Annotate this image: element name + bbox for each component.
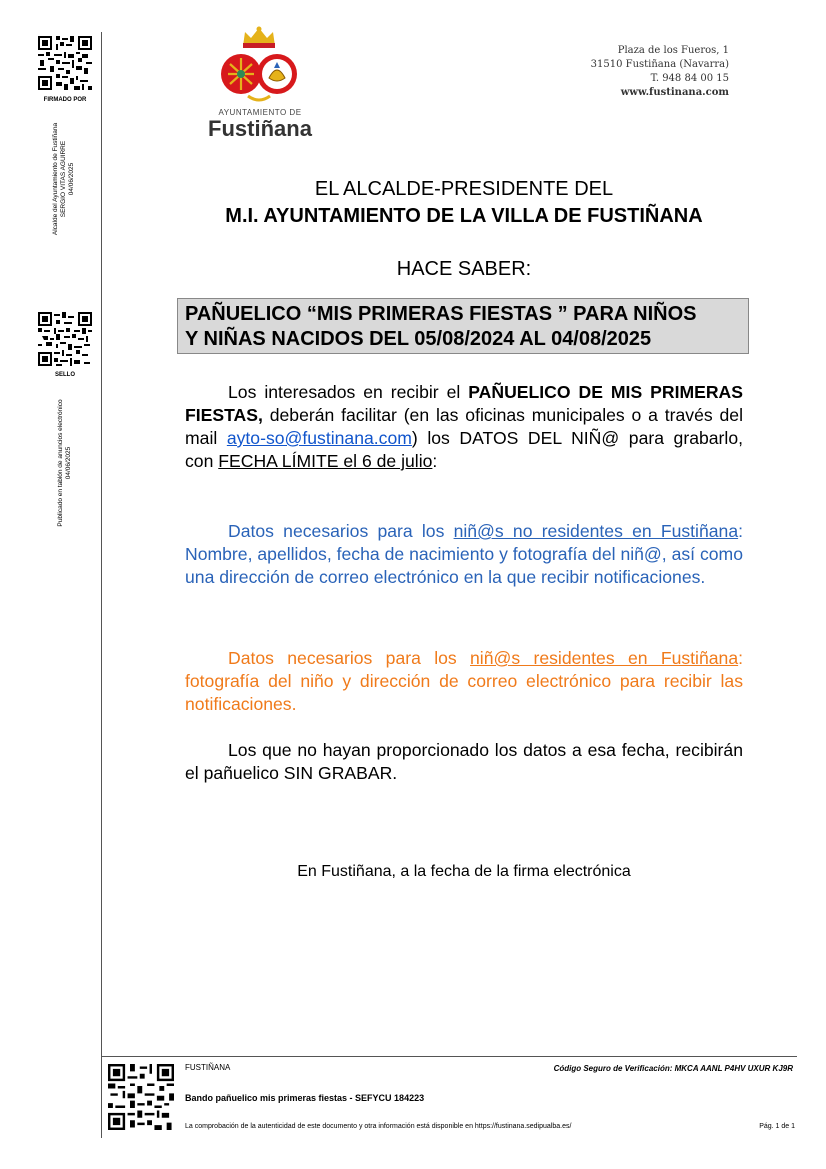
footer-entity: FUSTIÑANA xyxy=(185,1063,231,1072)
footer-document-title: Bando pañuelico mis primeras fiestas - SEFYCU 184223 xyxy=(185,1093,425,1103)
document-title-line2: M.I. AYUNTAMIENTO DE LA VILLA DE FUSTIÑANA xyxy=(225,205,703,227)
municipal-address xyxy=(591,44,729,100)
address-street: Plaza de los Fueros, 1 xyxy=(617,45,729,56)
footer-page-number: Pág. 1 de 1 xyxy=(759,1123,795,1130)
seal-info: Publicado en tablón de anuncios electrónico 04/06/2025 xyxy=(57,399,72,527)
seal-label: SELLO xyxy=(54,372,75,378)
margin-vertical-rule xyxy=(101,32,102,1138)
hace-saber-heading: HACE SABER: xyxy=(396,258,532,280)
footer-csv: Código Seguro de Verificación: MKCA AANL P4HV UXUR KJ9R xyxy=(553,1064,793,1073)
footer-verify-note: La comprobación de la autenticidad de este documento y otra información está disponible en https://fustinana.sedipualba.es/ xyxy=(185,1123,572,1130)
email-link[interactable]: ayto-so@fustinana.com xyxy=(226,428,412,448)
paragraph-residents: Datos necesarios para los niñ@s residentes en Fustiñana: fotografía del niño y dirección de correo electrónico para recibir las notificaciones. xyxy=(185,648,743,714)
coat-of-arms-logo xyxy=(214,24,304,104)
paragraph-instructions: Los interesados en recibir el PAÑUELICO DE MIS PRIMERAS FIESTAS, deberán facilitar (en las oficinas municipales o a través del mail ayto-so@fustinana.com) los DATOS DEL NIÑ@ para grabarlo, con FECHA LÍMITE el 6 de julio: xyxy=(185,382,743,471)
announcement-box xyxy=(177,298,749,354)
signoff-text: En Fustiñana, a la fecha de la firma electrónica xyxy=(297,863,631,880)
qr-code-seal xyxy=(38,312,92,366)
qr-code-signature xyxy=(38,36,92,90)
announcement-line2: Y NIÑAS NACIDOS DEL 05/08/2024 AL 04/08/2025 xyxy=(185,328,652,350)
document-title-line1: EL ALCALDE-PRESIDENTE DEL xyxy=(314,178,614,200)
qr-code-footer xyxy=(108,1064,174,1130)
footer-rule xyxy=(101,1056,797,1057)
signer-info: Alcalde del Ayuntamiento de Fustiñana SERGIO VITAS AGUIRRE 04/06/2025 xyxy=(52,122,75,236)
address-website[interactable]: www.fustinana.com xyxy=(620,87,729,98)
address-phone: T. 948 84 00 15 xyxy=(650,73,729,84)
paragraph-non-residents: Datos necesarios para los niñ@s no residentes en Fustiñana: Nombre, apellidos, fecha de nacimiento y fotografía del niñ@, así como una dirección de correo electrónico en la que recibir notificaciones. xyxy=(185,521,743,587)
address-city: 31510 Fustiñana (Navarra) xyxy=(590,59,729,70)
logo-subtitle: AYUNTAMIENTO DE xyxy=(218,108,302,117)
paragraph-no-data: Los que no hayan proporcionado los datos a esa fecha, recibirán el pañuelico SIN GRABAR. xyxy=(185,740,743,783)
signed-by-label: FIRMADO POR xyxy=(43,97,87,103)
announcement-line1: PAÑUELICO “MIS PRIMERAS FIESTAS ” PARA NIÑOS xyxy=(185,303,697,325)
logo-name: Fustiñana xyxy=(208,116,312,141)
